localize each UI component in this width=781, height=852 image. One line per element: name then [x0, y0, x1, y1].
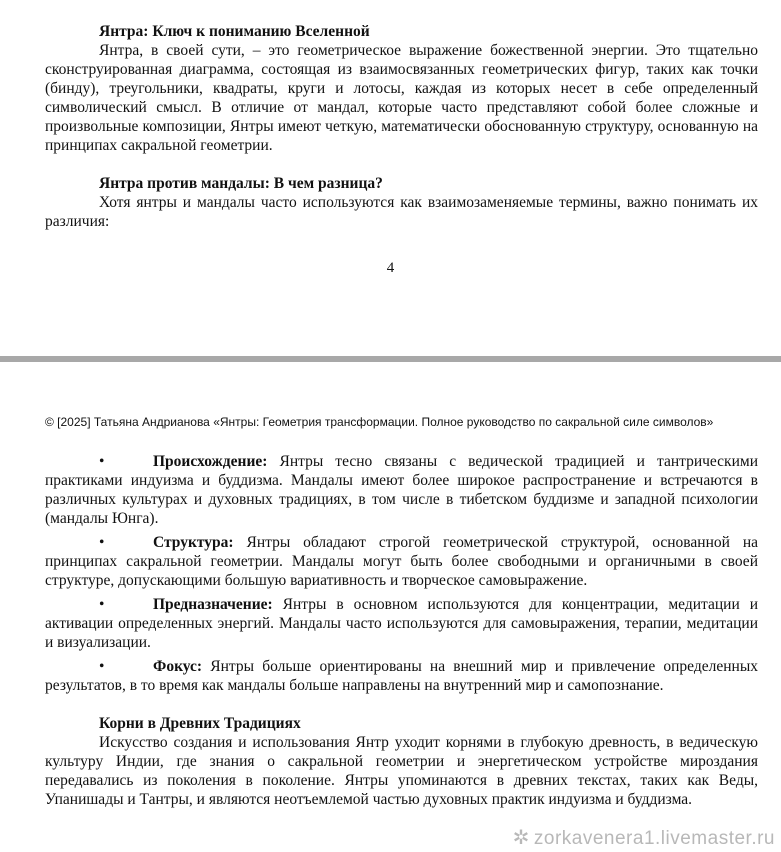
section-text-yantra-key: Янтра, в своей сути, – это геометрическое выражение божественной энергии. Это тщательно сконструированная диаграмма, состоящая из взаимосвязанных геометрических фигур, таких как точки (бинду), треугольники, квадраты, круги и лотосы, каждая из которых несет в себе определенный символический смысл. В отличие от мандал, которые часто представляют собой более сложные и произвольные композиции, Янтры имеют четкую, математически обоснованную структуру, основанную на принципах сакральной геометрии.: [45, 42, 758, 154]
bullet-text: Янтры больше ориентированы на внешний мир и привлечение определенных результатов, в то время как мандалы больше направлены на внутренний мир и самопознание.: [45, 658, 758, 694]
snowflake-icon: ✲: [512, 827, 530, 849]
list-item-purpose: [45, 595, 758, 652]
list-item-structure: [45, 533, 758, 590]
bullet-mark: •: [99, 596, 105, 613]
bullet-term: Происхождение:: [153, 453, 268, 470]
watermark-text: zorkavenera1.livemaster.ru: [533, 828, 775, 849]
bullet-mark: •: [99, 453, 105, 470]
list-item-focus: [45, 657, 758, 695]
section-text-ancient-roots: Искусство создания и использования Янтр уходит корнями в глубокую древность, в ведическую культуру Индии, где знания о сакральной геометрии и энергетическом устройстве мироздания передавались из поколения в поколение. Янтры упоминаются в древних текстах, таких как Веды, Упанишады и Тантры, и являются неотъемлемой частью духовных практик индуизма и буддизма.: [45, 734, 758, 808]
page-top-content: [45, 22, 758, 231]
section-heading-yantra-key: Янтра: Ключ к пониманию Вселенной: [99, 23, 370, 40]
bullet-term: Предназначение:: [153, 596, 273, 613]
bullet-text: Янтры в основном используются для концентрации, медитации и активации определенных энергий. Мандалы часто используются для самовыражения, терапии, медитации и визуализации.: [45, 596, 758, 651]
section-heading-ancient-roots: Корни в Древних Традициях: [99, 715, 301, 732]
list-item-origin: [45, 452, 758, 528]
section-text-yantra-vs-mandala: Хотя янтры и мандалы часто используются как взаимозаменяемые термины, важно понимать их различия:: [45, 194, 758, 230]
running-header: © [2025] Татьяна Андрианова «Янтры: Геометрия трансформации. Полное руководство по сакральной силе символов»: [45, 415, 714, 429]
bullet-term: Фокус:: [153, 658, 203, 675]
watermark: [513, 825, 775, 850]
bullet-mark: •: [99, 658, 105, 675]
bullet-text: Янтры обладают строгой геометрической структурой, основанной на принципах сакральной геометрии. Мандалы могут быть более свободными и органичными в своей структуре, допускающими большую вариативность и творческое самовыражение.: [45, 534, 758, 589]
document-page-top: [0, 0, 781, 356]
bullet-text: Янтры тесно связаны с ведической традицией и тантрическими практиками индуизма и буддизма. Мандалы имеют более широкое распространение и встречаются в различных культурах и духовных традициях, в том числе в тибетском буддизме и западной психологии (мандалы Юнга).: [45, 453, 758, 527]
document-page-bottom: [0, 362, 781, 852]
page-bottom-content: [45, 452, 758, 809]
section-heading-yantra-vs-mandala: Янтра против мандалы: В чем разница?: [99, 175, 383, 192]
bullet-mark: •: [99, 534, 105, 551]
page-number: 4: [386, 260, 395, 276]
bullet-term: Структура:: [153, 534, 234, 551]
